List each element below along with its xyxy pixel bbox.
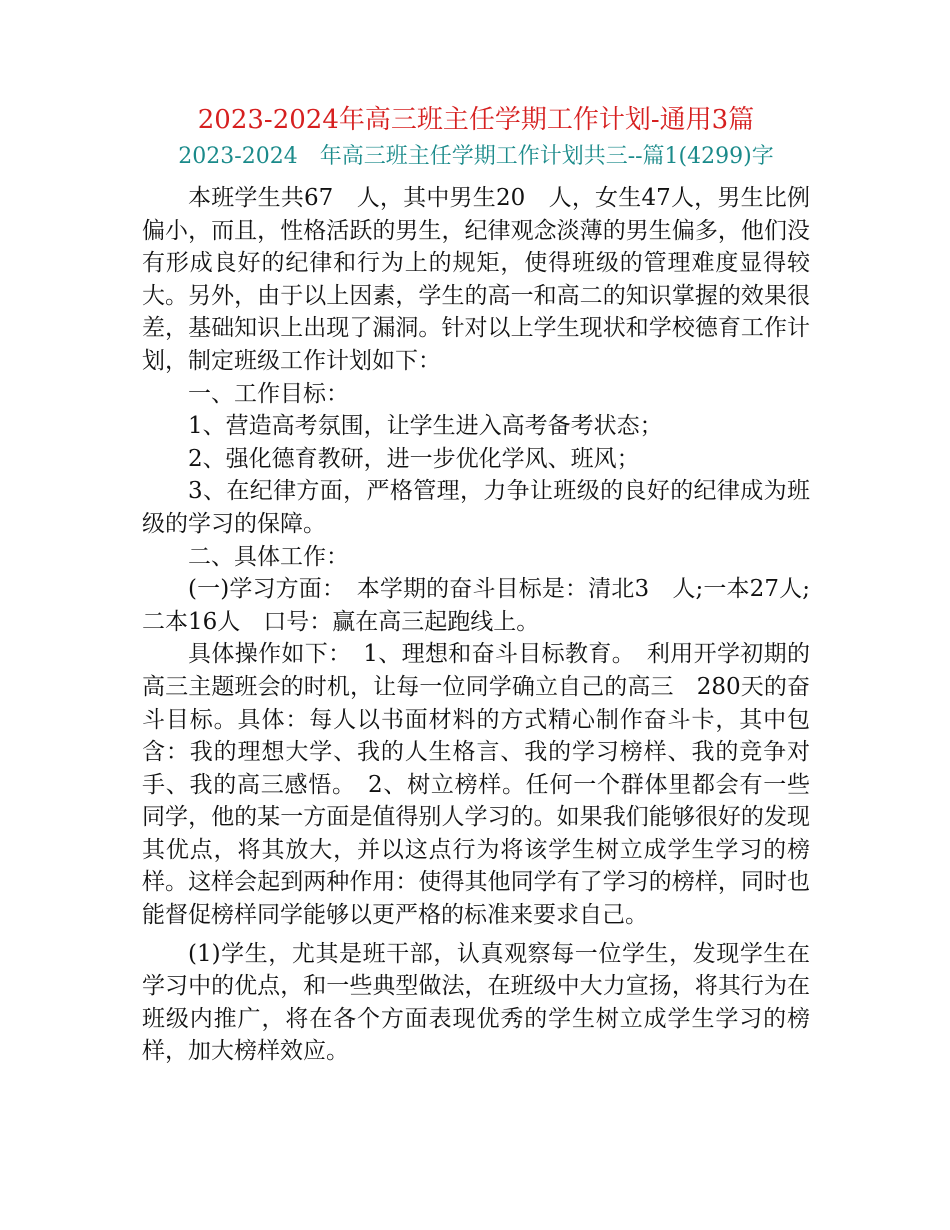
role-model-paragraph: (1)学生，尤其是班干部，认真观察每一位学生，发现学生在学习中的优点，和一些典型做法，在班级中大力宣扬，将其行为在班级内推广，将在各个方面表现优秀的学生树立成学生学习的榜样，加大榜样效应。	[142, 940, 810, 1065]
paragraph-intro: 本班学生共67 人，其中男生20 人，女生47人，男生比例偏小，而且，性格活跃的男生，纪律观念淡薄的男生偏多，他们没有形成良好的纪律和行为上的规矩，使得班级的管理难度显得较大。另外，由于以上因素，学生的高一和高二的知识掌握的效果很差，基础知识上出现了漏洞。针对以上学生现状和学校德育工作计划，制定班级工作计划如下：	[142, 185, 810, 374]
heading-work-goals: 一、工作目标：	[188, 380, 349, 407]
goal-item-1: 1、营造高考氛围，让学生进入高考备考状态；	[188, 413, 663, 440]
study-targets-paragraph: (一)学习方面： 本学期的奋斗目标是：清北3 人;一本27人;二本16人 口号：赢在高三起跑线上。	[142, 576, 810, 635]
heading-specific-work: 二、具体工作：	[188, 543, 349, 570]
document-title: 2023-2024年高三班主任学期工作计划-通用3篇	[197, 105, 755, 135]
goal-item-3: 3、在纪律方面，严格管理，力争让班级的良好的纪律成为班级的学习的保障。	[142, 478, 810, 537]
document-subtitle: 2023-2024 年高三班主任学期工作计划共三--篇1(4299)字	[178, 144, 774, 169]
operation-details-paragraph: 具体操作如下： 1、理想和奋斗目标教育。 利用开学初期的高三主题班会的时机，让每一位同学确立自己的高三 280天的奋斗目标。具体：每人以书面材料的方式精心制作奋斗卡，其中包含：我的理想大学、我的人生格言、我的学习榜样、我的竞争对手、我的高三感悟。 2、树立榜样。任何一个群体里都会有一些同学，他的某一方面是值得别人学习的。如果我们能够很好的发现其优点，将其放大，并以这点行为将该学生树立成学生学习的榜样。这样会起到两种作用：使得其他同学有了学习的榜样，同时也能督促榜样同学能够以更严格的标准来要求自己。	[142, 641, 810, 929]
goal-item-2: 2、强化德育教研，进一步优化学风、班风；	[188, 445, 640, 472]
document-page	[142, 100, 810, 1068]
